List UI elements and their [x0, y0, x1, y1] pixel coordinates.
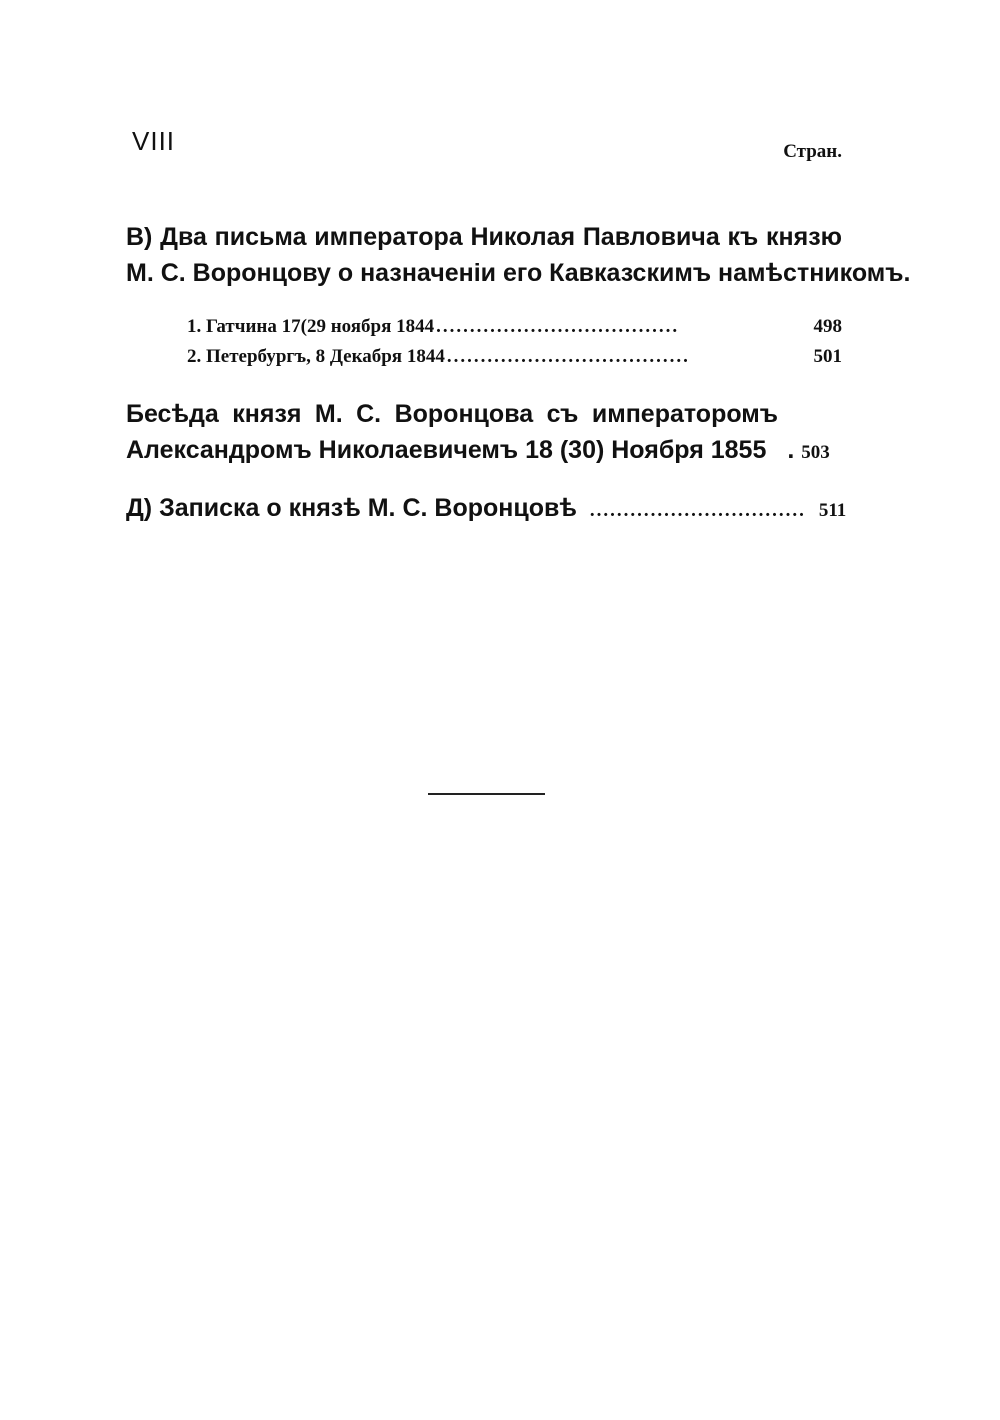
toc-page-number: 498 [813, 316, 842, 337]
toc-page-number: 503 [801, 442, 830, 463]
toc-leader-dots: . [787, 436, 795, 464]
toc-leader-dots: .................................... [436, 316, 680, 337]
toc-page-number: 501 [813, 346, 842, 367]
roman-page-number: VIII [132, 126, 176, 156]
toc-entry-conversation[interactable] [126, 396, 842, 471]
toc-entry-label: Александромъ Николаевичемъ 18 (30) Ноября 1855 [126, 436, 767, 464]
end-rule-divider [428, 793, 545, 795]
toc-conversation-line-2 [126, 432, 842, 471]
toc-entry-label: 1. Гатчина 17(29 ноября 1844 [187, 316, 435, 337]
toc-section-b-heading [126, 219, 911, 291]
toc-section-b-line-2: М. С. Воронцову о назначенiи его Кавказскимъ намѣстникомъ. [126, 259, 911, 287]
toc-entry-section-d[interactable] [126, 490, 847, 529]
toc-entry-label: 2. Петербургъ, 8 Декабря 1844 [187, 346, 445, 367]
toc-section-b-line-1: В) Два письма императора Николая Павловича къ князю [126, 223, 842, 251]
toc-section-d-line [126, 490, 847, 529]
toc-leader-dots: ................................ [589, 500, 806, 521]
toc-conversation-line-1: Бесѣда князя М. С. Воронцова съ императоромъ [126, 400, 778, 428]
toc-leader-dots: .................................... [446, 346, 690, 367]
toc-entry-gatchina[interactable] [187, 316, 842, 338]
toc-page-number: 511 [818, 500, 847, 521]
toc-entry-petersburg[interactable] [187, 346, 842, 368]
toc-entry-label: Д) Записка о князѣ М. С. Воронцовѣ [126, 494, 577, 522]
page-column-header: Стран. [783, 141, 842, 162]
